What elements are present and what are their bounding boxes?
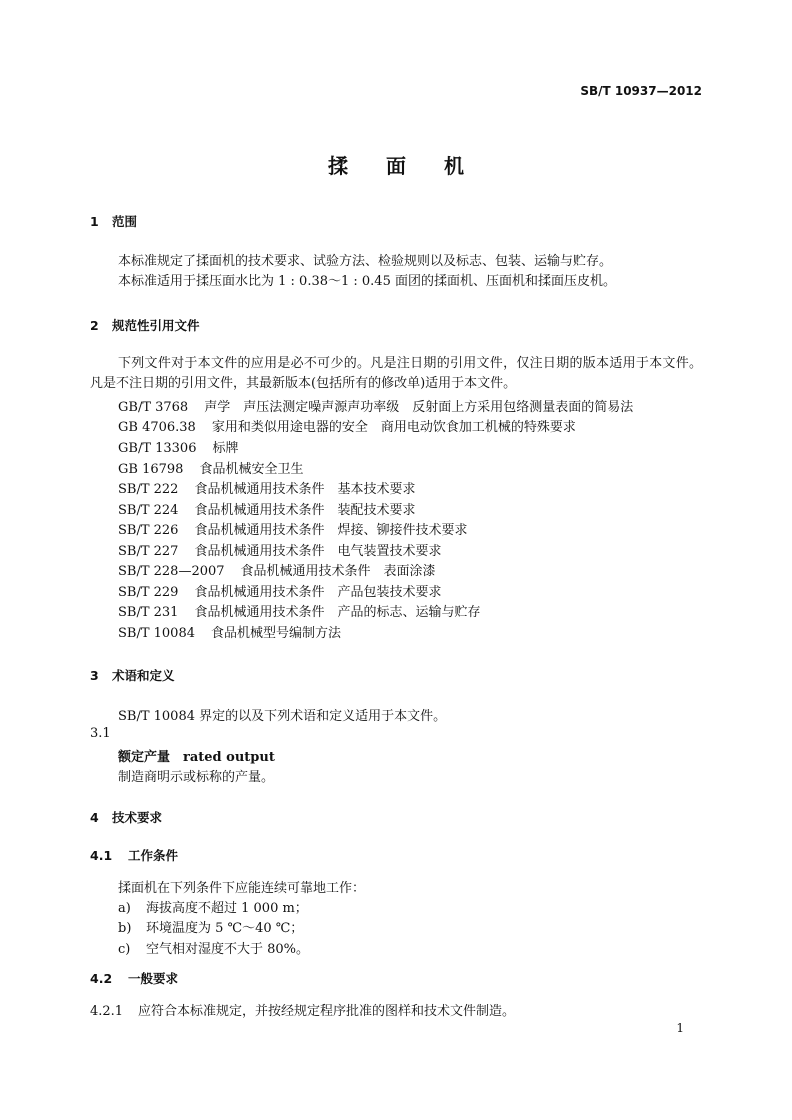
reference-item <box>118 540 441 559</box>
list-item <box>118 917 303 936</box>
clause-number: 4.2.1 <box>90 1004 124 1019</box>
reference-code: SB/T 222 <box>118 482 179 497</box>
section-number: 2 <box>90 318 99 333</box>
section-title: 范围 <box>112 214 138 229</box>
conditions-intro: 揉面机在下列条件下应能连续可靠地工作： <box>118 881 366 896</box>
document-title: 揉面机 <box>328 154 502 178</box>
reference-item <box>118 396 633 415</box>
reference-title: 家用和类似用途电器的安全 商用电动饮食加工机械的特殊要求 <box>211 420 576 435</box>
list-text: 海拔高度不超过 1 000 m； <box>146 901 308 916</box>
reference-item <box>118 581 441 600</box>
reference-code: SB/T 10084 <box>118 626 195 641</box>
list-label: a) <box>118 901 131 916</box>
reference-title: 食品机械通用技术条件 电气装置技术要求 <box>194 544 442 559</box>
term-definition: 制造商明示或标称的产量。 <box>118 770 275 785</box>
section-4-heading <box>90 808 162 826</box>
reference-item <box>118 519 467 538</box>
section-title: 技术要求 <box>112 810 163 825</box>
list-label: b) <box>118 921 132 936</box>
terms-intro: SB/T 10084 界定的以及下列术语和定义适用于本文件。 <box>118 709 447 724</box>
subsection-4-1-heading <box>90 846 178 864</box>
list-text: 环境温度为 5 ℃～40 ℃； <box>146 921 304 936</box>
section-3-heading <box>90 666 175 684</box>
references-intro: 下列文件对于本文件的应用是必不可少的。凡是注日期的引用文件，仅注日期的版本适用于本文件。凡是不注日期的引用文件，其最新版本(包括所有的修改单)适用于本文件。 <box>90 356 702 391</box>
reference-title: 食品机械安全卫生 <box>199 462 304 477</box>
reference-title: 食品机械通用技术条件 表面涂漆 <box>240 564 436 579</box>
reference-title: 食品机械通用技术条件 产品的标志、运输与贮存 <box>194 605 481 620</box>
reference-item <box>118 560 436 579</box>
subsection-number: 4.1 <box>90 848 113 863</box>
subsection-number: 4.2 <box>90 971 113 986</box>
scope-line: 本标准规定了揉面机的技术要求、试验方法、检验规则以及标志、包装、运输与贮存。 <box>118 254 613 269</box>
reference-title: 食品机械通用技术条件 装配技术要求 <box>194 503 416 518</box>
reference-title: 食品机械通用技术条件 基本技术要求 <box>194 482 416 497</box>
term-title: 额定产量 rated output <box>118 750 275 765</box>
reference-title: 食品机械通用技术条件 焊接、铆接件技术要求 <box>194 523 468 538</box>
reference-item <box>118 458 303 477</box>
standard-number: SB/T 10937—2012 <box>580 84 702 98</box>
section-number: 4 <box>90 810 99 825</box>
subsection-title: 一般要求 <box>128 971 179 986</box>
reference-title: 标牌 <box>212 441 239 456</box>
scope-line: 本标准适用于揉压面水比为 1 : 0.38～1 : 0.45 面团的揉面机、压面机和揉面压皮机。 <box>118 274 616 289</box>
reference-code: GB/T 3768 <box>118 400 189 415</box>
subsection-4-2-heading <box>90 969 178 987</box>
reference-code: SB/T 229 <box>118 585 179 600</box>
section-number: 1 <box>90 214 99 229</box>
section-2-heading <box>90 316 200 334</box>
section-title: 术语和定义 <box>112 668 175 683</box>
reference-code: SB/T 231 <box>118 605 179 620</box>
reference-item <box>118 601 480 620</box>
term-number: 3.1 <box>90 726 111 741</box>
reference-item <box>118 478 415 497</box>
reference-code: SB/T 228—2007 <box>118 564 225 579</box>
section-1-heading <box>90 212 137 230</box>
reference-code: SB/T 224 <box>118 503 179 518</box>
reference-title: 食品机械型号编制方法 <box>211 626 342 641</box>
reference-title: 声学 声压法测定噪声源声功率级 反射面上方采用包络测量表面的简易法 <box>204 400 634 415</box>
list-item <box>118 938 309 957</box>
reference-item <box>118 622 341 641</box>
reference-code: GB/T 13306 <box>118 441 197 456</box>
reference-item <box>118 499 415 518</box>
subsection-title: 工作条件 <box>128 848 179 863</box>
clause-4-2-1 <box>90 1000 515 1019</box>
reference-code: SB/T 227 <box>118 544 179 559</box>
section-title: 规范性引用文件 <box>112 318 200 333</box>
reference-code: GB 16798 <box>118 462 184 477</box>
page-number: 1 <box>676 1021 684 1035</box>
list-text: 空气相对湿度不大于 80%。 <box>146 942 310 957</box>
list-item <box>118 897 308 916</box>
reference-item <box>118 416 576 435</box>
clause-text: 应符合本标准规定，并按经规定程序批准的图样和技术文件制造。 <box>138 1004 516 1019</box>
reference-code: GB 4706.38 <box>118 420 196 435</box>
reference-item <box>118 437 239 456</box>
reference-code: SB/T 226 <box>118 523 179 538</box>
list-label: c) <box>118 942 131 957</box>
reference-title: 食品机械通用技术条件 产品包装技术要求 <box>194 585 442 600</box>
section-number: 3 <box>90 668 99 683</box>
